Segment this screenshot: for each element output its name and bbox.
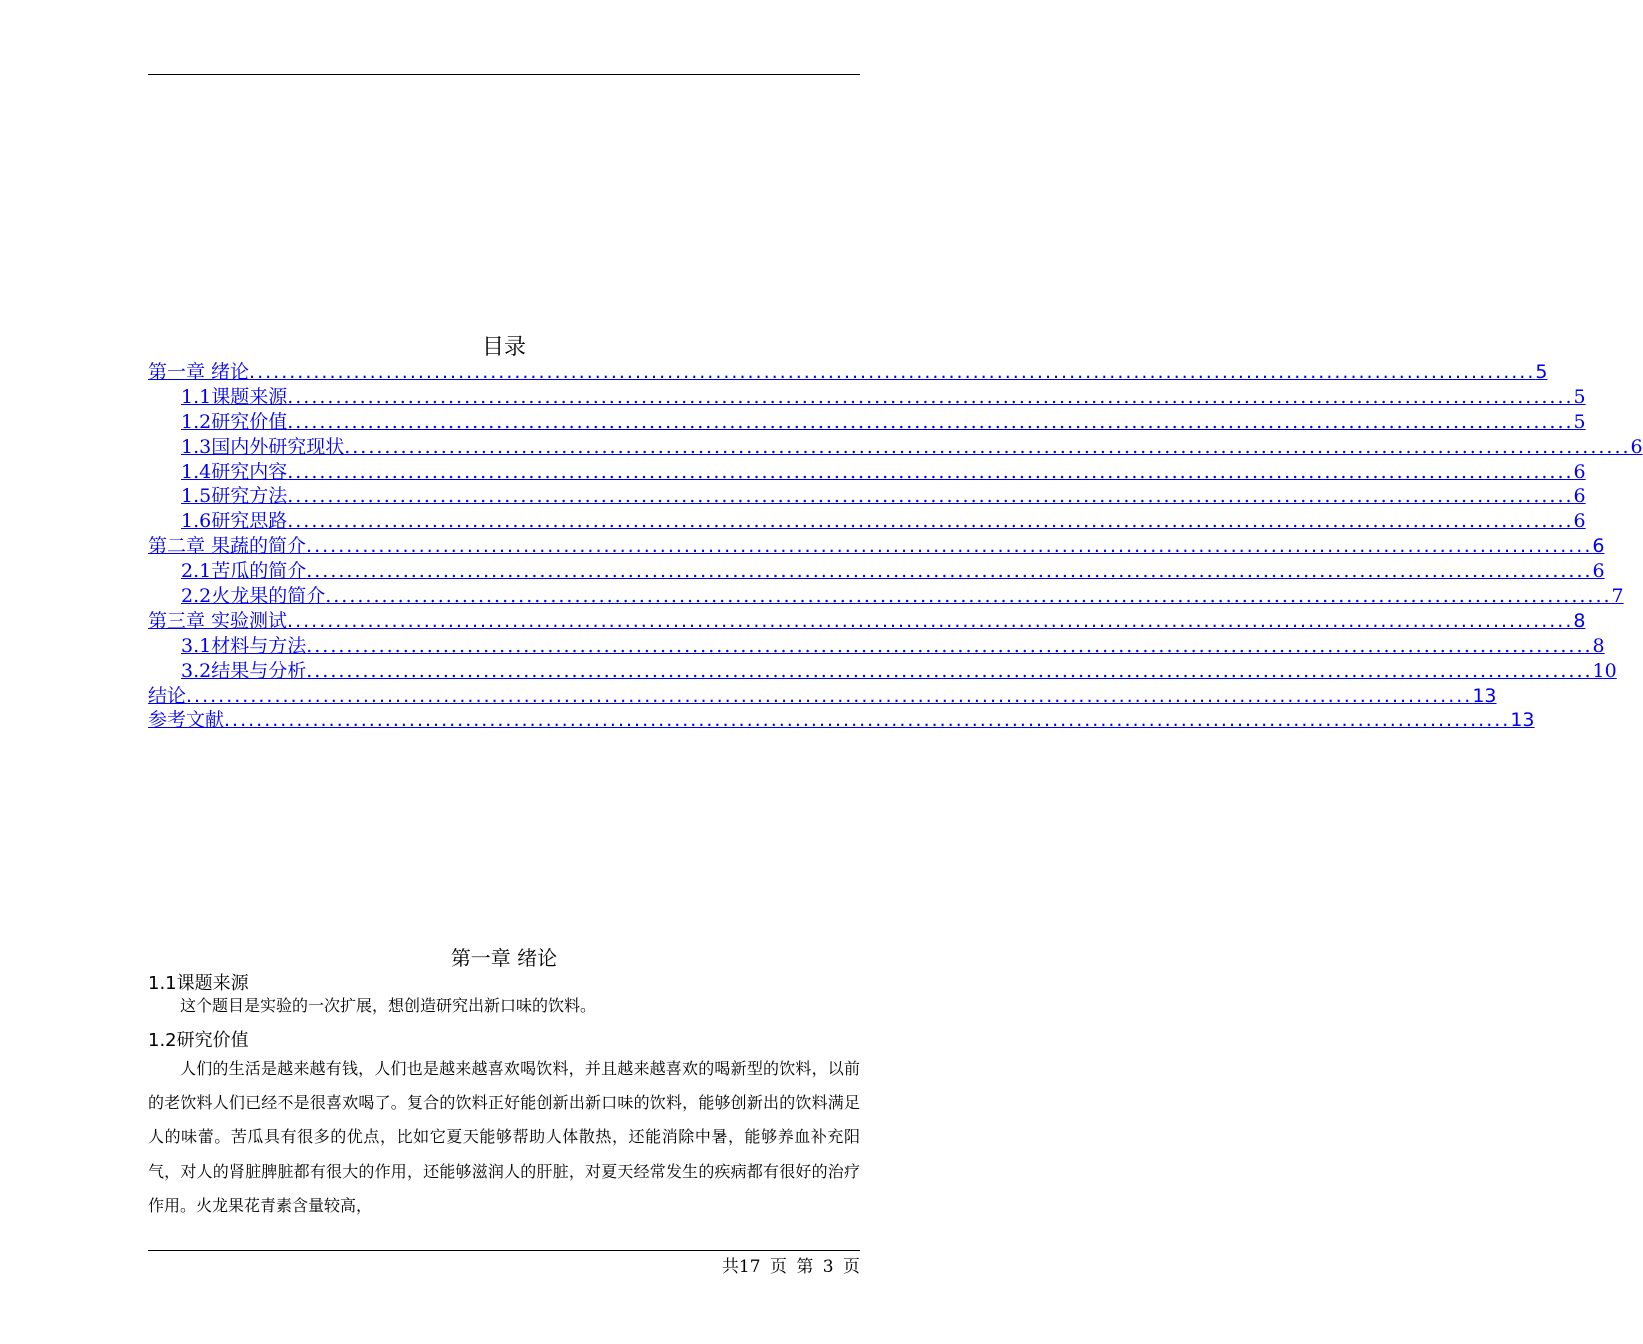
toc-entry-page: 6 <box>1573 510 1586 533</box>
toc-entry-title: 1.3国内外研究现状 <box>181 435 345 458</box>
toc-entry-page: 6 <box>1592 560 1605 583</box>
table-of-contents <box>148 360 1643 733</box>
toc-entry[interactable] <box>148 559 1605 584</box>
section-heading-1-2: 1.2研究价值 <box>148 1030 249 1051</box>
toc-dot-leader: ................................................................................................................................................................ <box>186 684 1473 707</box>
header-rule <box>148 74 860 75</box>
toc-entry-title: 3.2结果与分析 <box>181 659 307 682</box>
footer-rule <box>148 1250 860 1251</box>
toc-entry-title: 第三章 实验测试 <box>148 609 288 632</box>
toc-entry-page: 6 <box>1573 460 1586 483</box>
toc-entry[interactable] <box>148 684 1497 709</box>
toc-entry[interactable] <box>148 435 1643 460</box>
toc-entry-title: 2.2火龙果的简介 <box>181 585 326 608</box>
toc-entry-title: 第一章 绪论 <box>148 361 250 383</box>
toc-entry-page: 6 <box>1592 535 1605 558</box>
toc-entry-title: 1.1课题来源 <box>181 385 288 408</box>
toc-dot-leader: ................................................................................................................................................................ <box>306 634 1593 657</box>
toc-dot-leader: ................................................................................................................................................................ <box>287 410 1574 433</box>
toc-dot-leader: ................................................................................................................................................................ <box>287 510 1574 533</box>
toc-dot-leader: ................................................................................................................................................................ <box>325 585 1612 608</box>
toc-dot-leader: ................................................................................................................................................................ <box>306 659 1593 682</box>
toc-entry-page: 8 <box>1592 634 1605 657</box>
toc-dot-leader: ................................................................................................................................................................ <box>287 385 1574 408</box>
page-footer: 共17 页 第 3 页 <box>721 1257 860 1277</box>
toc-entry[interactable] <box>148 534 1605 559</box>
toc-entry[interactable] <box>148 385 1586 410</box>
toc-entry[interactable] <box>148 609 1586 634</box>
toc-entry-page: 5 <box>1573 385 1586 408</box>
toc-dot-leader: ................................................................................................................................................................ <box>249 361 1536 383</box>
toc-entry-page: 13 <box>1472 684 1497 707</box>
toc-entry[interactable] <box>148 360 1548 385</box>
toc-title: 目录 <box>481 335 526 360</box>
toc-entry-page: 10 <box>1592 659 1617 682</box>
toc-entry-page: 5 <box>1573 410 1586 433</box>
toc-dot-leader: ................................................................................................................................................................ <box>287 460 1574 483</box>
toc-entry[interactable] <box>148 460 1586 485</box>
chapter-title: 第一章 绪论 <box>450 946 558 970</box>
toc-entry-title: 1.6研究思路 <box>181 510 288 533</box>
toc-dot-leader: ................................................................................................................................................................ <box>224 709 1511 732</box>
toc-entry-title: 1.5研究方法 <box>181 485 288 508</box>
toc-dot-leader: ................................................................................................................................................................ <box>287 485 1574 508</box>
toc-entry-page: 6 <box>1630 435 1643 458</box>
section-body-1-2: 人们的生活是越来越有钱，人们也是越来越喜欢喝饮料，并且越来越喜欢的喝新型的饮料，以前的老饮料人们已经不是很喜欢喝了。复合的饮料正好能创新出新口味的饮料，能够创新出的饮料满足人的味蕾。苦瓜具有很多的优点，比如它夏天能够帮助人体散热，还能消除中暑，能够养血补充阳气，对人的肾脏脾脏都有很大的作用，还能够滋润人的肝脏，对夏天经常发生的疾病都有很好的治疗作用。火龙果花青素含量较高， <box>148 1059 860 1215</box>
section-heading-1-1: 1.1课题来源 <box>148 973 249 994</box>
toc-entry-title: 结论 <box>148 684 187 707</box>
toc-entry-title: 第二章 果蔬的简介 <box>148 535 307 558</box>
toc-entry-title: 2.1苦瓜的简介 <box>181 560 307 583</box>
toc-entry-title: 1.2研究价值 <box>181 410 288 433</box>
toc-entry[interactable] <box>148 634 1605 659</box>
toc-entry-title: 1.4研究内容 <box>181 460 288 483</box>
toc-entry[interactable] <box>148 484 1586 509</box>
toc-entry[interactable] <box>148 509 1586 534</box>
toc-entry[interactable] <box>148 659 1617 684</box>
toc-entry-page: 6 <box>1573 485 1586 508</box>
toc-entry-page: 7 <box>1611 585 1624 608</box>
toc-entry-page: 5 <box>1535 361 1548 383</box>
toc-dot-leader: ................................................................................................................................................................ <box>306 560 1593 583</box>
toc-dot-leader: ................................................................................................................................................................ <box>287 609 1574 632</box>
toc-dot-leader: ................................................................................................................................................................ <box>344 435 1631 458</box>
toc-entry-page: 13 <box>1510 709 1535 732</box>
toc-entry[interactable] <box>148 708 1535 733</box>
toc-dot-leader: ................................................................................................................................................................ <box>306 535 1593 558</box>
toc-entry[interactable] <box>148 584 1624 609</box>
toc-entry-page: 8 <box>1573 609 1586 632</box>
toc-entry-title: 参考文献 <box>148 709 225 732</box>
toc-entry-title: 3.1材料与方法 <box>181 634 307 657</box>
section-body-1-1: 这个题目是实验的一次扩展，想创造研究出新口味的饮料。 <box>180 996 597 1015</box>
toc-entry[interactable] <box>148 410 1586 435</box>
